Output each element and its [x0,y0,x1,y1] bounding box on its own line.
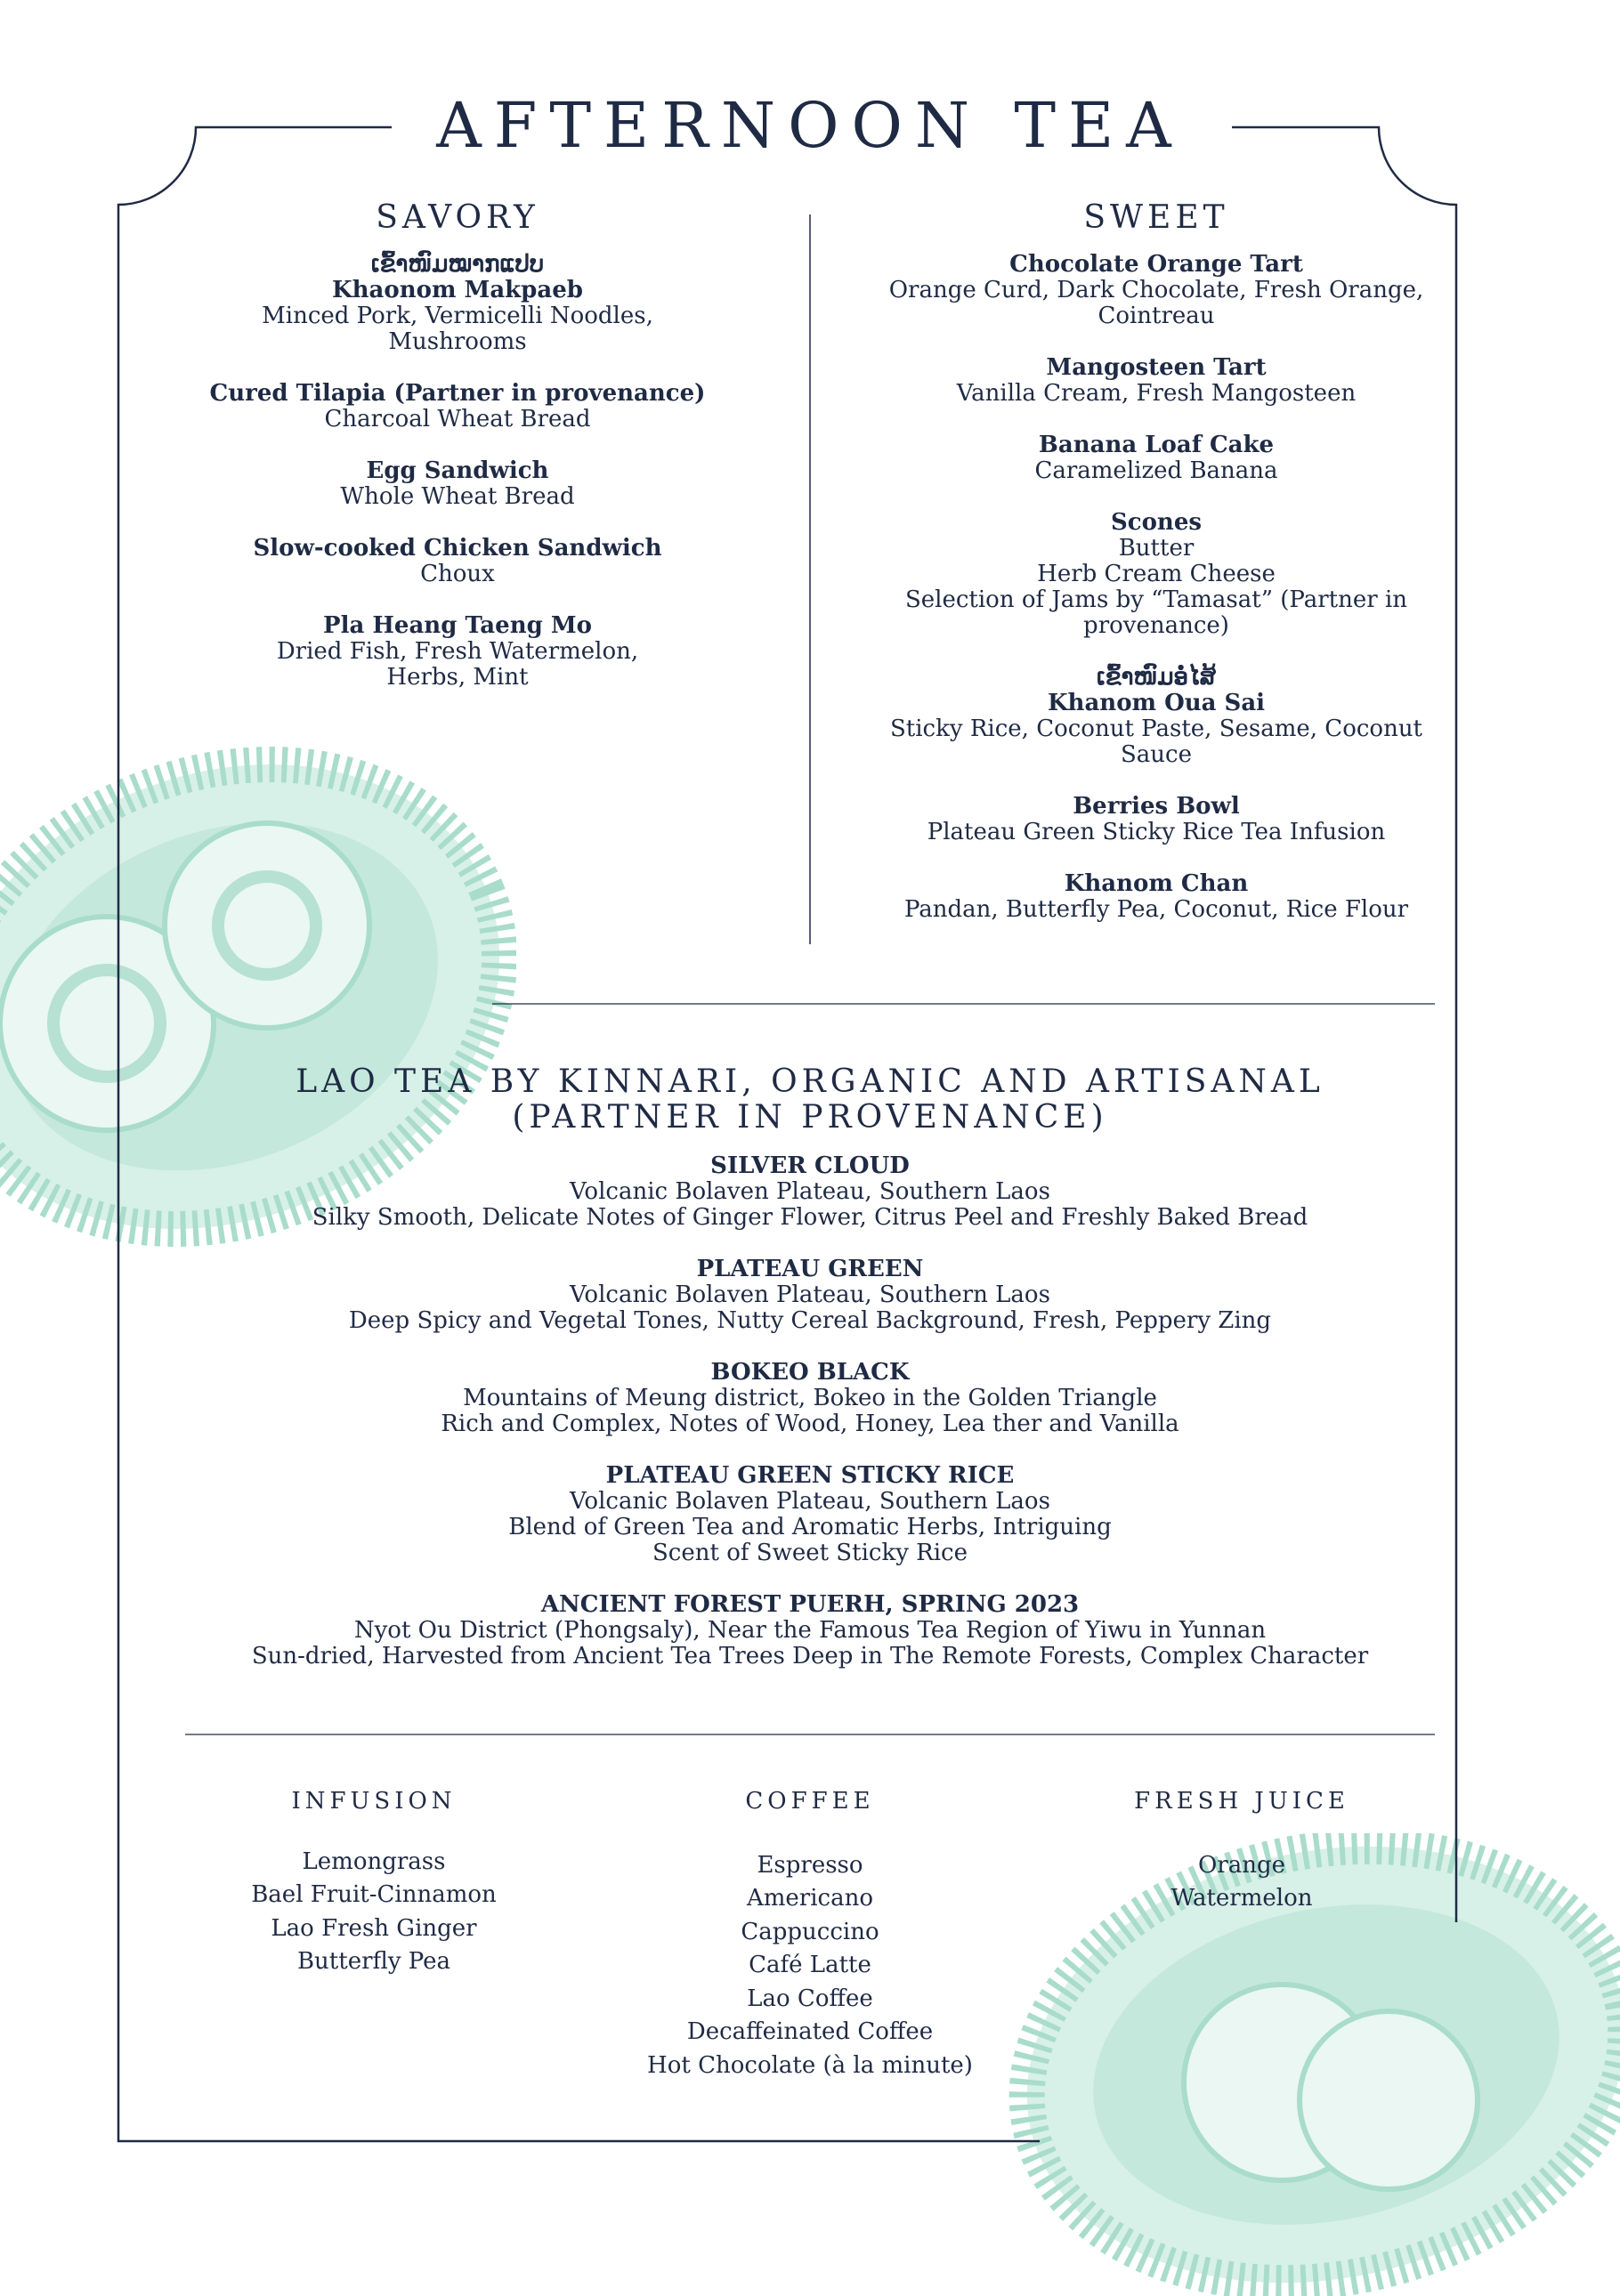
menu-item-description: provenance) [1083,612,1229,639]
menu-item-lao-name: ເຂົ້າໜົມອໍ່ໄສ້ [1096,664,1217,691]
sweet-heading: SWEET [1083,199,1229,236]
menu-item-name: SILVER CLOUD [710,1152,910,1179]
menu-item [190,458,725,510]
infusion-section [196,1785,552,1979]
menu-item-description: Volcanic Bolaven Plateau, Southern Laos [570,1281,1050,1308]
menu-item-name: PLATEAU GREEN [696,1256,924,1282]
menu-item [871,871,1441,923]
menu-item-description: Vanilla Cream, Fresh Mangosteen [956,380,1357,407]
menu-item [190,381,725,433]
menu-item-name: Berries Bowl [1073,793,1240,820]
coffee-section [632,1785,988,2082]
drink-item: Watermelon [1170,1885,1313,1912]
menu-item-name: Egg Sandwich [366,457,549,484]
menu-item-name: Khanom Oua Sai [1047,690,1266,716]
menu-item-description: Caramelized Banana [1034,457,1278,484]
menu-item-description: Whole Wheat Bread [340,483,575,510]
menu-item-description: Charcoal Wheat Bread [324,406,591,433]
menu-item-description: Herbs, Mint [386,664,529,691]
coffee-heading: COFFEE [745,1788,875,1815]
menu-item [187,1592,1433,1669]
menu-item-description: Mushrooms [388,328,527,355]
menu-item [871,355,1441,407]
menu-item-description: Blend of Green Tea and Aromatic Herbs, Intriguing [508,1514,1112,1540]
menu-item [190,536,725,587]
drink-item: Hot Chocolate (à la minute) [647,2051,973,2079]
menu-item-description: Herb Cream Cheese [1037,561,1276,587]
menu-item [871,665,1441,768]
menu-item-description: Cointreau [1098,303,1215,329]
menu-item [187,1153,1433,1231]
menu-item-name: Chocolate Orange Tart [1009,251,1303,278]
menu-item [871,433,1441,484]
menu-item-description: Orange Curd, Dark Chocolate, Fresh Orange, [888,277,1424,303]
page-title: AFTERNOON TEA [436,89,1184,162]
menu-item-description: Sun-dried, Harvested from Ancient Tea Trees Deep in The Remote Forests, Complex Character [251,1643,1369,1669]
menu-item-name: Scones [1110,509,1203,536]
menu-item-name: Khaonom Makpaeb [332,277,583,303]
savory-heading: SAVORY [376,199,539,236]
menu-item-description: Plateau Green Sticky Rice Tea Infusion [927,819,1386,845]
menu-item-name: Pla Heang Taeng Mo [323,612,592,639]
menu-item-name: ANCIENT FOREST PUERH, SPRING 2023 [540,1591,1080,1618]
menu-item-name: Khanom Chan [1064,870,1249,897]
juice-section [1064,1785,1420,1916]
tea-heading [187,1064,1433,1136]
menu-item-description: Scent of Sweet Sticky Rice [652,1540,968,1566]
menu-item-description: Minced Pork, Vermicelli Noodles, [262,303,653,329]
menu-item-lao-name: ເຂົ້າໜົມໝາກແປບ [370,251,545,278]
menu-item-description: Volcanic Bolaven Plateau, Southern Laos [570,1488,1050,1515]
menu-item-name: BOKEO BLACK [710,1359,910,1386]
menu-item-description: Butter [1118,535,1195,562]
drink-item: Lao Fresh Ginger [271,1914,477,1942]
menu-item [187,1360,1433,1437]
juice-heading: FRESH JUICE [1134,1788,1349,1815]
menu-item-name: Mangosteen Tart [1046,354,1267,381]
menu-item [187,1257,1433,1334]
menu-item-description: Silky Smooth, Delicate Notes of Ginger Flower, Citrus Peel and Freshly Baked Bread [312,1204,1308,1231]
drink-item: Americano [746,1885,874,1912]
menu-item-description: Sticky Rice, Coconut Paste, Sesame, Coconut [889,715,1423,742]
menu-item-name: Slow-cooked Chicken Sandwich [253,535,662,562]
infusion-heading: INFUSION [291,1788,457,1815]
drink-item: Butterfly Pea [296,1948,451,1975]
savory-section [190,199,725,716]
menu-item [871,252,1441,329]
drink-item: Orange [1197,1851,1286,1879]
tea-heading-line: (PARTNER IN PROVENANCE) [512,1099,1108,1136]
menu-item-name: Banana Loaf Cake [1038,432,1275,458]
drink-item: Espresso [757,1851,863,1879]
drink-item: Decaffeinated Coffee [686,2018,934,2045]
menu-item-description: Mountains of Meung district, Bokeo in the Golden Triangle [463,1385,1157,1411]
drink-item: Lemongrass [302,1847,446,1875]
drink-item: Bael Fruit-Cinnamon [251,1881,497,1908]
menu-item [190,613,725,691]
menu-item-name: Cured Tilapia (Partner in provenance) [209,380,706,407]
menu-item [190,252,725,355]
tea-section [187,1064,1433,1695]
drink-item: Cappuccino [741,1918,879,1945]
menu-item-description: Nyot Ou District (Phongsaly), Near the Famous Tea Region of Yiwu in Yunnan [353,1617,1267,1644]
menu-item-description: Deep Spicy and Vegetal Tones, Nutty Cereal Background, Fresh, Peppery Zing [348,1307,1272,1334]
tea-heading-line: LAO TEA BY KINNARI, ORGANIC AND ARTISANAL [296,1063,1324,1100]
menu-item-name: PLATEAU GREEN STICKY RICE [605,1462,1015,1489]
menu-item-description: Pandan, Butterfly Pea, Coconut, Rice Flour [903,896,1409,923]
menu-item [871,794,1441,845]
menu-item-description: Choux [420,561,495,587]
sweet-section [871,199,1441,949]
menu-item-description: Dried Fish, Fresh Watermelon, [276,638,639,665]
menu-item [187,1463,1433,1566]
menu-item-description: Rich and Complex, Notes of Wood, Honey, Lea ther and Vanilla [441,1411,1179,1437]
menu-item-description: Selection of Jams by “Tamasat” (Partner in [904,586,1408,613]
menu-item-description: Sauce [1120,741,1192,768]
menu-item-description: Volcanic Bolaven Plateau, Southern Laos [570,1178,1050,1205]
drink-item: Café Latte [749,1952,871,1978]
menu-item [871,510,1441,639]
drink-item: Lao Coffee [747,1985,873,2012]
